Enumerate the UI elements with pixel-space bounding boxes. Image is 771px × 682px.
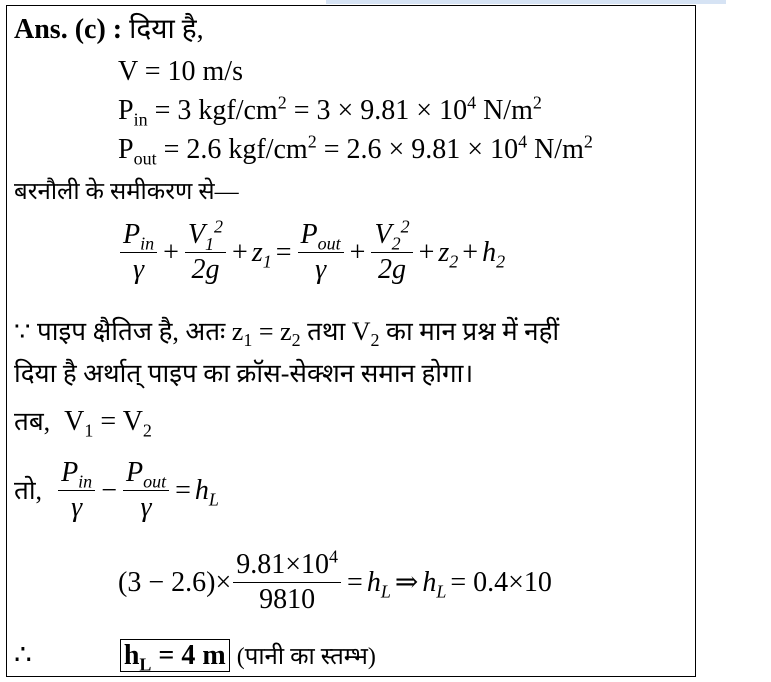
answer-colon: :	[105, 14, 130, 45]
answer-label: Ans. (c)	[14, 14, 106, 45]
pressure-in-line: $P_{in} = 3$ kgf/$cm^2 = 3 \times 9.81 \times 10^4$ $N/m^2$	[118, 92, 542, 130]
frac-v1-2g: $\frac{V_1^2}{2g}$	[185, 218, 226, 287]
frac-calc: $\frac{9.81\times 10^4}{9810}$	[233, 548, 341, 617]
calculation-line: (3 − 2.6)× $\frac{9.81\times 10^4}{9810}$ = $h_L$ ⇒ $h_L = 0.4\times 10$	[118, 546, 552, 615]
top-accent-bar	[326, 0, 726, 4]
final-answer-line	[14, 640, 376, 673]
frac-v2-2g: $\frac{V_2^2}{2g}$	[371, 218, 412, 287]
frac-pout-gamma-2: $\frac{P_{out}}{\gamma}$	[123, 456, 169, 525]
then-line: तब, $V_1 = V_2$	[14, 406, 152, 441]
frac-pout-gamma: $\frac{P_{out}}{\gamma}$	[298, 218, 344, 287]
frac-pin-gamma-2: $\frac{P_{in}}{\gamma}$	[58, 456, 95, 525]
bernoulli-equation: $\frac{P_{in}}{\gamma}$ + $\frac{V_1^2}{2g}$ + $z_1$ = $\frac{P_{out}}{\gamma}$ + $\frac{V_2^2}{2g}$ + $z_2 + h_2$	[118, 218, 505, 287]
therefore-equation: तो, $\frac{P_{in}}{\gamma}$ − $\frac{P_{out}}{\gamma}$ = $h_L$	[14, 457, 219, 523]
therefore-symbol: ∴	[14, 640, 32, 671]
final-answer-boxed: $h_L = 4$ m	[120, 639, 230, 672]
pressure-out-line: $P_{out} = 2.6$ kgf/$cm^2 = 2.6 \times 9.81 \times 10^4$ $N/m^2$	[118, 131, 593, 169]
bernoulli-heading: बरनौली के समीकरण से—	[14, 179, 239, 205]
water-column-note: (पानी का स्तम्भ)	[236, 644, 376, 670]
cross-section-line: दिया है अर्थात् पाइप का क्रॉस-सेक्शन समान होगा।	[14, 359, 474, 388]
velocity-line: V = 10 m/s	[118, 56, 243, 87]
frac-pin-gamma: $\frac{P_{in}}{\gamma}$	[120, 218, 157, 287]
given-label: दिया है,	[129, 14, 204, 45]
answer-heading	[14, 14, 204, 46]
because-line: ∵ पाइप क्षैतिज है, अतः $z_1 = z_2$ तथा $V_2$ का मान प्रश्न में नहीं	[14, 317, 560, 351]
